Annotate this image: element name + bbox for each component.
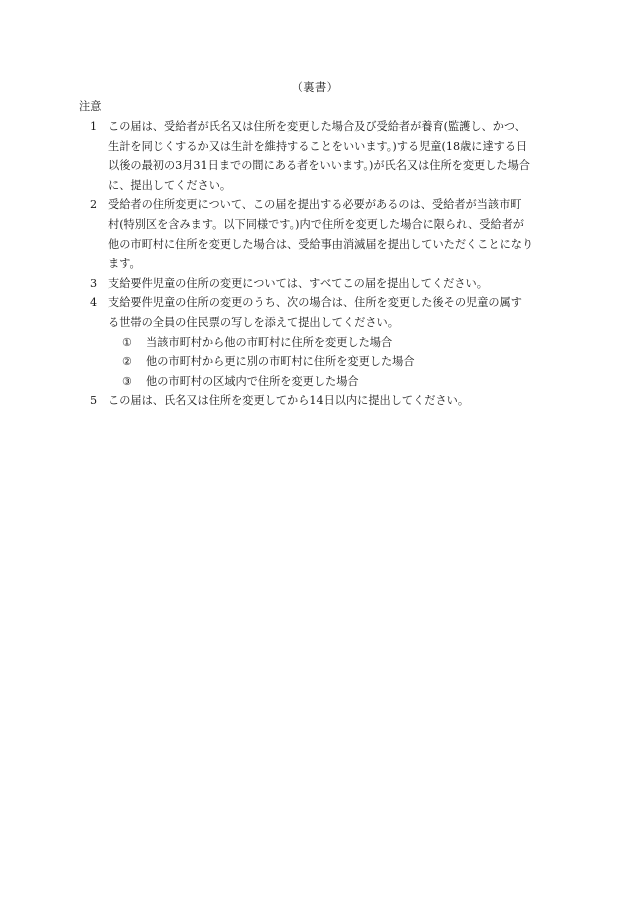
sub-note-item (122, 333, 552, 353)
sub-note-text: 他の市町村の区域内で住所を変更した場合 (146, 374, 359, 388)
note-line: 以後の最初の3月31日までの間にある者をいいます。)が氏名又は住所を変更した場合 (108, 159, 530, 173)
note-item-5 (86, 391, 552, 411)
note-number: 2 (90, 198, 98, 212)
note-line: この届は、受給者が氏名又は住所を変更した場合及び受給者が養育(監護し、かつ、 (108, 120, 526, 133)
note-number: 1 (90, 120, 98, 133)
sub-note-item (122, 352, 552, 372)
sub-notes-list (108, 333, 552, 392)
note-line: 生計を同じくするか又は生計を維持することをいいます。)する児童(18歳に達する日 (108, 139, 528, 153)
document-title: （裏書） (291, 81, 339, 94)
note-line: に、提出してください。 (108, 178, 232, 192)
note-line: 他の市町村に住所を変更した場合は、受給事由消滅届を提出していただくことになり (108, 237, 534, 251)
sub-note-number: ① (122, 335, 133, 349)
note-line: 村(特別区を含みます。以下同様です。)内で住所を変更した場合に限られ、受給者が (108, 217, 524, 231)
note-item-4 (86, 293, 552, 391)
note-line: ます。 (108, 257, 141, 271)
note-text (98, 391, 552, 411)
note-item-3 (86, 274, 552, 294)
note-line: 支給要件児童の住所の変更については、すべてこの届を提出してください。 (108, 276, 488, 290)
note-line: る世帯の全員の住民票の写しを添えて提出してください。 (108, 315, 399, 329)
note-number: 3 (90, 276, 98, 290)
note-text (98, 117, 552, 195)
note-line: 受給者の住所変更について、この届を提出する必要があるのは、受給者が当該市町 (108, 198, 522, 212)
note-text (98, 274, 552, 294)
note-line: この届は、氏名又は住所を変更してから14日以内に提出してください。 (108, 394, 470, 408)
note-number: 5 (90, 394, 98, 408)
notes-list (86, 117, 552, 411)
sub-note-text: 他の市町村から更に別の市町村に住所を変更した場合 (146, 355, 415, 369)
sub-note-text: 当該市町村から他の市町村に住所を変更した場合 (146, 335, 393, 349)
sub-note-number: ③ (122, 374, 133, 388)
sub-note-number: ② (122, 355, 133, 369)
notes-heading: 注意 (79, 100, 102, 113)
note-number: 4 (90, 296, 98, 310)
note-text (98, 293, 552, 391)
sub-note-item (122, 372, 552, 392)
note-text (98, 195, 552, 273)
note-line: 支給要件児童の住所の変更のうち、次の場合は、住所を変更した後その児童の属す (108, 296, 522, 310)
note-item-1 (86, 117, 552, 195)
note-item-2 (86, 195, 552, 273)
